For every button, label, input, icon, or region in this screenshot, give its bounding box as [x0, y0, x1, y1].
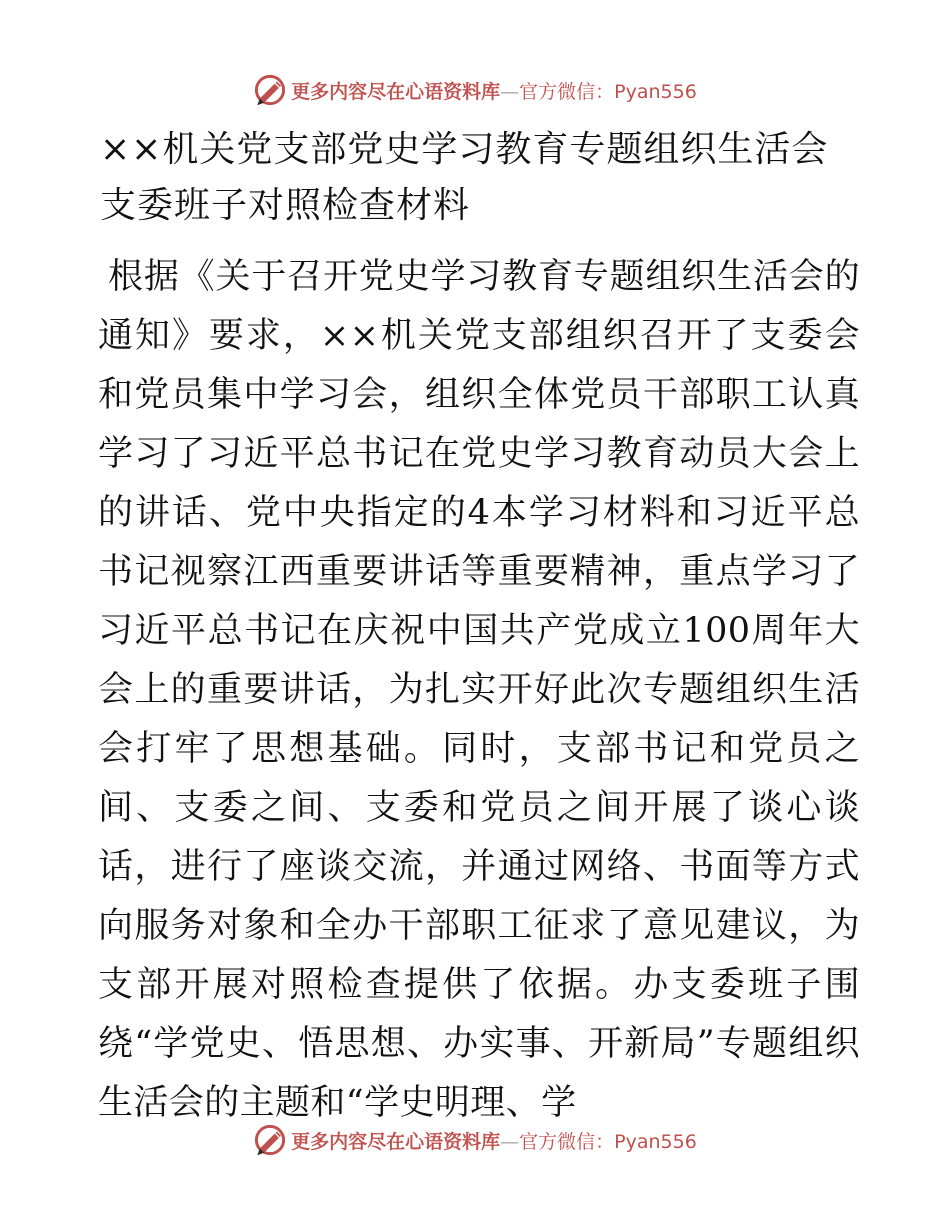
document-title: ××机关党支部党史学习教育专题组织生活会支委班子对照检查材料 [100, 129, 829, 226]
watermark-separator: — [500, 1130, 520, 1153]
watermark-text [291, 1127, 697, 1154]
watermark-separator: — [500, 80, 520, 103]
watermark-wechat: 官方微信：Pyan556 [519, 80, 697, 103]
watermark-lead: 更多内容尽在心语资料库 [291, 80, 501, 103]
watermark-footer [0, 1120, 950, 1160]
pen-logo-icon [253, 1123, 287, 1157]
watermark-wechat: 官方微信：Pyan556 [519, 1130, 697, 1153]
watermark-text [291, 77, 697, 104]
watermark-lead: 更多内容尽在心语资料库 [291, 1130, 501, 1153]
watermark-header [0, 70, 950, 110]
pen-logo-icon [253, 73, 287, 107]
document-body-paragraph: 根据《关于召开党史学习教育专题组织生活会的通知》要求，××机关党支部组织召开了支委会和党员集中学习会，组织全体党员干部职工认真学习了习近平总书记在党史学习教育动员大会上的讲话、党中央指定的4本学习材料和习近平总书记视察江西重要讲话等重要精神，重点学习了习近平总书记在庆祝中国共产党成立100周年大会上的重要讲话，为扎实开好此次专题组织生活会打牢了思想基础。同时，支部书记和党员之间、支委之间、支委和党员之间开展了谈心谈话，进行了座谈交流，并通过网络、书面等方式向服务对象和全办干部职工征求了意见建议，为支部开展对照检查提供了依据。办支委班子围绕“学党史、悟思想、办实事、开新局”专题组织生活会的主题和“学史明理、学 [98, 257, 860, 1123]
